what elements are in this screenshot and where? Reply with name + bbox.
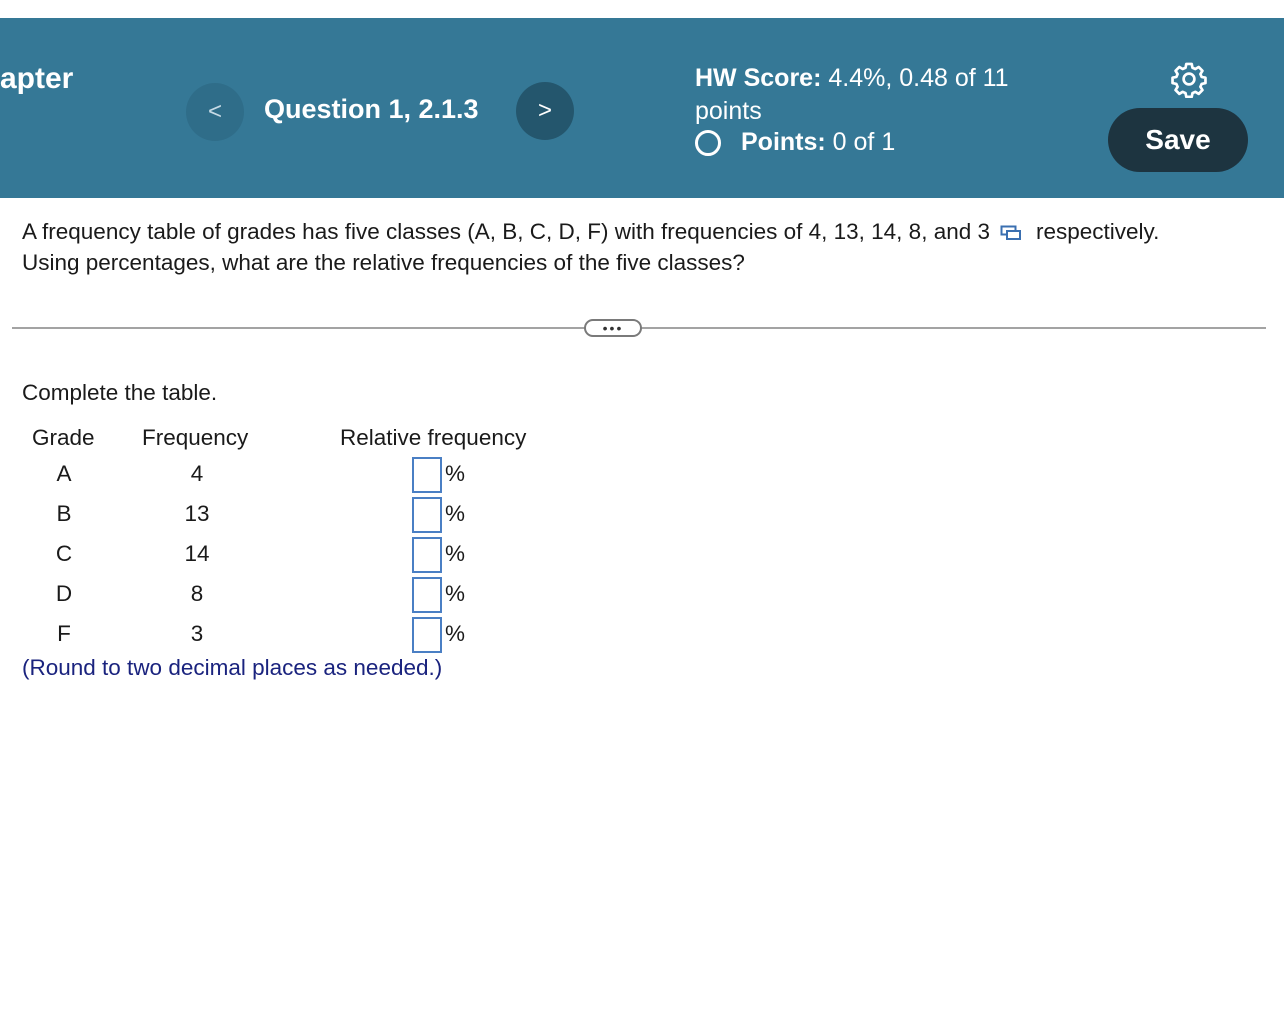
frequency-cell: 14: [184, 541, 210, 566]
frequency-cell: 8: [190, 581, 204, 606]
hw-score: [695, 62, 1055, 128]
question-text: [22, 216, 1262, 278]
circle-status-icon: [695, 130, 721, 156]
top-strip: [0, 0, 1284, 18]
grade-cell: B: [56, 501, 72, 526]
points-value: 0 of 1: [832, 128, 896, 156]
relative-frequency-input-b[interactable]: [412, 497, 442, 533]
relative-frequency-input-d[interactable]: [412, 577, 442, 613]
chevron-left-icon: <: [207, 98, 222, 125]
grade-cell: A: [56, 461, 72, 486]
more-options-button[interactable]: •••: [584, 319, 642, 337]
next-question-button[interactable]: [516, 82, 574, 140]
percent-unit: %: [445, 621, 466, 646]
question-label: Question 1, 2.1.3: [264, 94, 479, 124]
percent-unit: %: [445, 501, 466, 526]
question-text-part1: A frequency table of grades has five classes (A, B, C, D, F) with frequencies of 4, 13, 14, 8, and 3: [22, 219, 991, 244]
grade-column-header: Grade: [32, 425, 95, 450]
percent-unit: %: [445, 581, 466, 606]
chapter-title: apter: [0, 62, 74, 95]
chevron-right-icon: >: [537, 97, 552, 124]
hw-score-label: HW Score:: [695, 64, 822, 92]
relative-frequency-input-c[interactable]: [412, 537, 442, 573]
frequency-cell: 3: [190, 621, 204, 646]
percent-unit: %: [445, 541, 466, 566]
question-text-part2: respectively.: [1036, 219, 1160, 244]
instruction-text: Complete the table.: [22, 380, 218, 405]
relative-frequency-input-a[interactable]: [412, 457, 442, 493]
grade-cell: C: [55, 541, 73, 566]
previous-question-button[interactable]: [186, 83, 244, 141]
frequency-cell: 4: [190, 461, 204, 486]
frequency-cell: 13: [184, 501, 210, 526]
relative-frequency-column-header: Relative frequency: [340, 425, 527, 450]
copy-data-icon[interactable]: [1000, 218, 1022, 236]
save-button[interactable]: Save: [1108, 108, 1248, 172]
hw-score-value: 4.4%, 0.48 of 11 points: [695, 64, 1009, 125]
relative-frequency-input-f[interactable]: [412, 617, 442, 653]
gear-icon[interactable]: [1170, 60, 1208, 98]
grade-cell: D: [55, 581, 73, 606]
points-label: Points:: [741, 128, 826, 156]
rounding-note: (Round to two decimal places as needed.): [22, 655, 443, 680]
grade-cell: F: [57, 621, 71, 646]
question-text-line2: Using percentages, what are the relative frequencies of the five classes?: [22, 250, 745, 275]
frequency-column-header: Frequency: [142, 425, 249, 450]
copy-data-svg: [1000, 223, 1022, 241]
points-status: [695, 128, 895, 157]
percent-unit: %: [445, 461, 466, 486]
